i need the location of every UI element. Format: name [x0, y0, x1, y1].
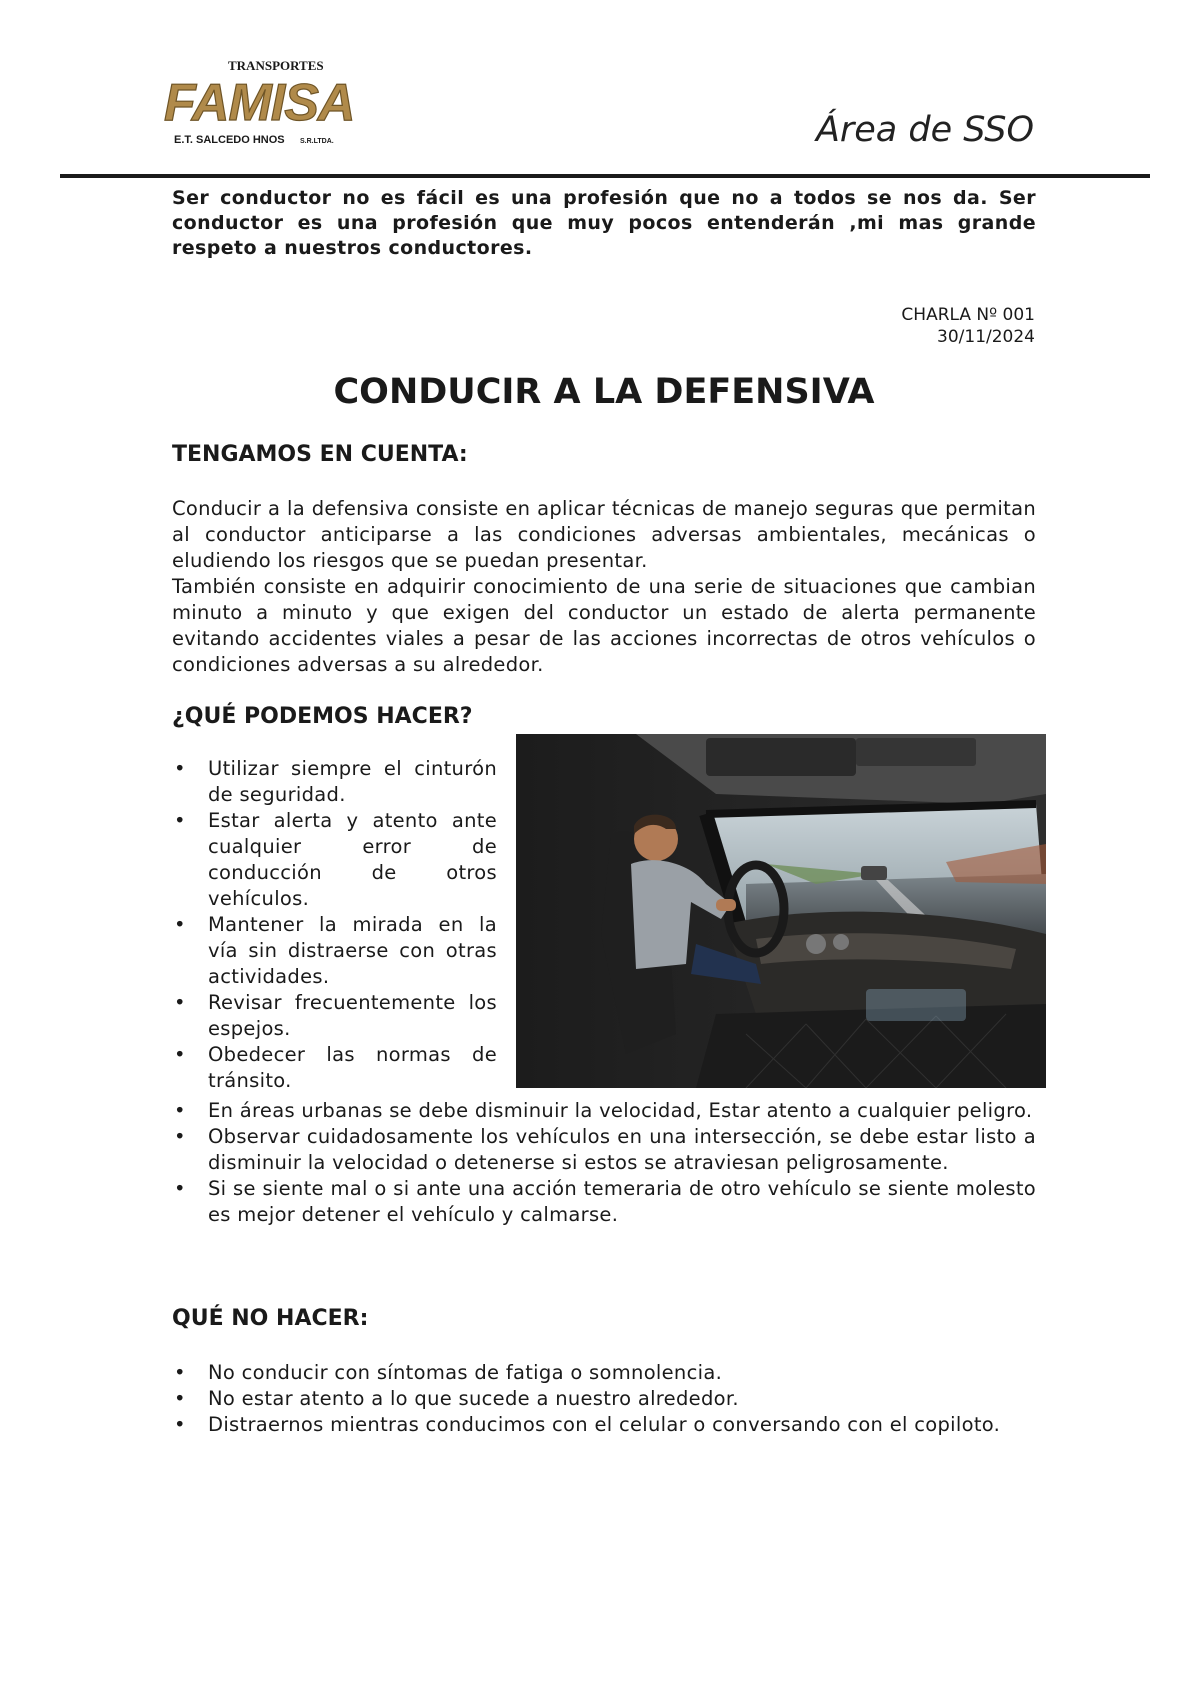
- bullet-icon: •: [174, 1177, 186, 1200]
- list-item-text: Utilizar siempre el cinturón de seguridad.: [208, 757, 497, 806]
- charla-info: [760, 304, 1035, 348]
- list-item: [172, 808, 497, 912]
- list-item-text: No conducir con síntomas de fatiga o somnolencia.: [208, 1361, 723, 1384]
- list-item-text: Distraernos mientras conducimos con el celular o conversando con el copiloto.: [208, 1413, 1001, 1436]
- que-hacer-list-bottom: [172, 1098, 1036, 1228]
- list-item-text: Obedecer las normas de tránsito.: [208, 1043, 497, 1092]
- truck-driver-photo: [516, 734, 1046, 1088]
- logo-top-text: TRANSPORTES: [228, 58, 324, 73]
- list-item-text: No estar atento a lo que sucede a nuestro alrededor.: [208, 1387, 739, 1410]
- list-item-text: Revisar frecuentemente los espejos.: [208, 991, 497, 1040]
- list-item: [172, 1412, 1036, 1438]
- logo-bottom-suffix: S.R.LTDA.: [300, 138, 334, 145]
- bullet-icon: •: [174, 1361, 186, 1384]
- bullet-icon: •: [174, 1043, 186, 1066]
- logo-bottom-text: E.T. SALCEDO HNOS: [174, 134, 285, 146]
- area-title: Área de SSO: [815, 110, 1034, 150]
- section-heading-tengamos: TENGAMOS EN CUENTA:: [172, 442, 468, 467]
- bullet-icon: •: [174, 913, 186, 936]
- paragraph-defensive-definition: Conducir a la defensiva consiste en aplicar técnicas de manejo seguras que permitan al conductor anticiparse a las condiciones adversas ambientales, mecánicas o eludiendo los riesgos que se puedan presentar.: [172, 497, 1036, 572]
- document-title: CONDUCIR A LA DEFENSIVA: [333, 372, 875, 412]
- list-item-text: En áreas urbanas se debe disminuir la velocidad, Estar atento a cualquier peligro.: [208, 1099, 1033, 1122]
- list-item: [172, 1386, 1036, 1412]
- logo-brand-text: FAMISA: [164, 74, 355, 132]
- list-item-text: Mantener la mirada en la vía sin distraerse con otras actividades.: [208, 913, 497, 988]
- intro-quote: Ser conductor no es fácil es una profesión que no a todos se nos da. Ser conductor es una profesión que muy pocos entenderán ,mi mas grande respeto a nuestros conductores.: [172, 187, 1036, 259]
- list-item: [172, 990, 497, 1042]
- bullet-icon: •: [174, 1413, 186, 1436]
- charla-number: CHARLA Nº 001: [901, 305, 1035, 325]
- section-heading-no-hacer: QUÉ NO HACER:: [172, 1306, 369, 1331]
- no-hacer-list: [172, 1360, 1036, 1438]
- section-heading-que-hacer: ¿QUÉ PODEMOS HACER?: [172, 704, 473, 729]
- bullet-icon: •: [174, 809, 186, 832]
- list-item-text: Observar cuidadosamente los vehículos en una intersección, se debe estar listo a disminuir la velocidad o detenerse si estos se atraviesan peligrosamente.: [208, 1125, 1036, 1174]
- bullet-icon: •: [174, 1099, 186, 1122]
- list-item-text: Si se siente mal o si ante una acción temeraria de otro vehículo se siente molesto es mejor detener el vehículo y calmarse.: [208, 1177, 1036, 1226]
- header-divider: [60, 174, 1150, 178]
- company-logo: [160, 54, 390, 154]
- list-item: [172, 1042, 497, 1094]
- list-item: [172, 1360, 1036, 1386]
- bullet-icon: •: [174, 1125, 186, 1148]
- bullet-icon: •: [174, 1387, 186, 1410]
- list-item: [172, 1124, 1036, 1176]
- list-item: [172, 1098, 1036, 1124]
- paragraph-defensive-knowledge: También consiste en adquirir conocimiento de una serie de situaciones que cambian minuto a minuto y que exigen del conductor un estado de alerta permanente evitando accidentes viales a pesar de las acciones incorrectas de otros vehículos o condiciones adversas a su alrededor.: [172, 575, 1036, 676]
- list-item: [172, 756, 497, 808]
- charla-date: 30/11/2024: [937, 327, 1035, 347]
- bullet-icon: •: [174, 991, 186, 1014]
- list-item: [172, 1176, 1036, 1228]
- list-item: [172, 912, 497, 990]
- que-hacer-list-top: [172, 756, 497, 1094]
- list-item-text: Estar alerta y atento ante cualquier error de conducción de otros vehículos.: [208, 809, 497, 910]
- bullet-icon: •: [174, 757, 186, 780]
